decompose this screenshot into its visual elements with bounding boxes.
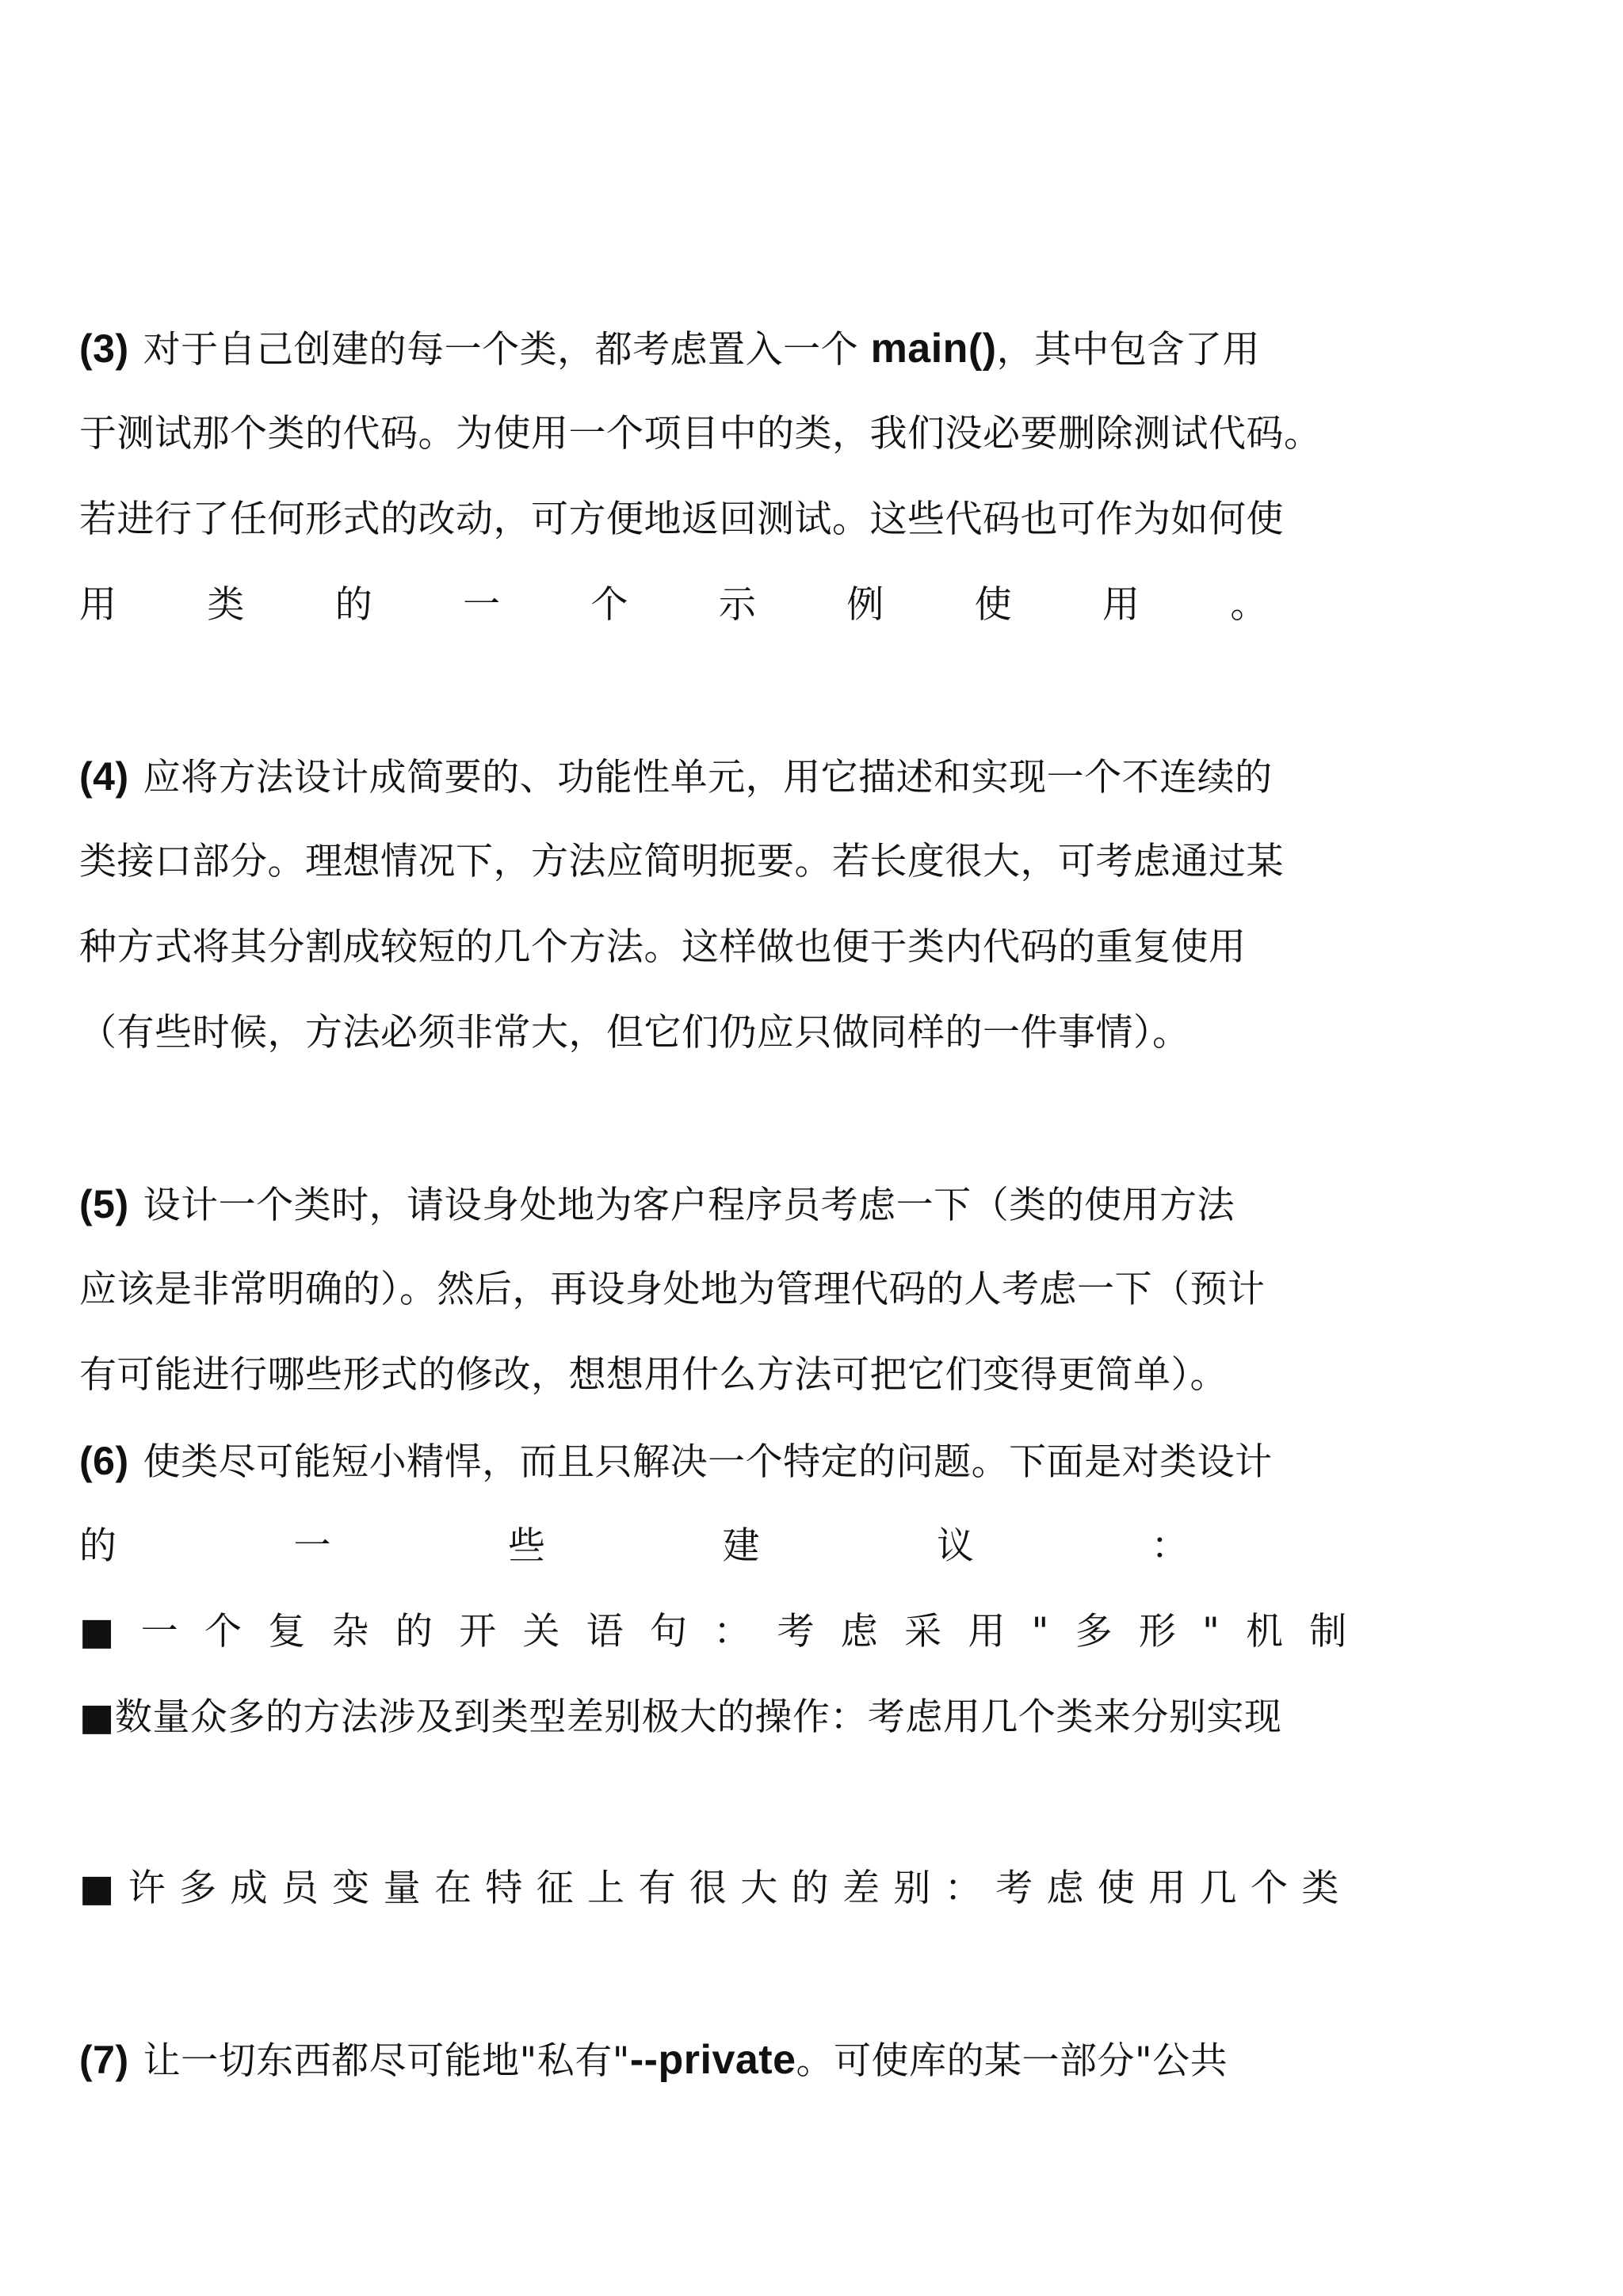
p6-b3-char: 考 bbox=[995, 1867, 1033, 1910]
p3-char: 一 bbox=[463, 583, 501, 627]
p5-number: (5) bbox=[79, 1182, 129, 1226]
p7-number: (7) bbox=[79, 2038, 129, 2082]
p3-line-3: 若进行了任何形式的改动，可方便地返回测试。这些代码也可作为如何使 bbox=[79, 498, 1284, 541]
p6-b1-char: 的 bbox=[395, 1610, 433, 1653]
p3-code-main: main() bbox=[870, 326, 997, 372]
p6-b3-char: 类 bbox=[1301, 1867, 1339, 1910]
p3-char: 示 bbox=[718, 583, 757, 627]
p3-line-1 bbox=[79, 325, 1387, 372]
p6-char: 建 bbox=[722, 1524, 760, 1568]
p6-b3-char: 员 bbox=[281, 1867, 319, 1910]
p6-b3-char: 量 bbox=[383, 1867, 422, 1910]
p6-b3-char: 个 bbox=[1251, 1867, 1289, 1910]
p6-b1-char: 个 bbox=[204, 1610, 242, 1653]
p6-b1-char: 多 bbox=[1075, 1610, 1113, 1653]
p4-line-4: （有些时候，方法必须非常大，但它们仍应只做同样的一件事情）。 bbox=[79, 1011, 1190, 1055]
p6-b3-char: ： bbox=[944, 1867, 983, 1910]
p6-b1-char: 复 bbox=[268, 1610, 306, 1653]
p6-b3-char: 许 bbox=[128, 1867, 166, 1910]
p7-text-1b: 。可使库的某一部分"公共 bbox=[796, 2039, 1228, 2083]
p6-b1-char: 考 bbox=[777, 1610, 815, 1653]
p5-line-1 bbox=[79, 1180, 1387, 1228]
p3-char: 使 bbox=[974, 583, 1013, 627]
p3-char: 例 bbox=[846, 583, 884, 627]
p6-number: (6) bbox=[79, 1439, 129, 1483]
p4-line-1 bbox=[79, 753, 1387, 800]
p6-b3-char: 有 bbox=[638, 1867, 677, 1910]
p6-b1-char: 机 bbox=[1246, 1610, 1284, 1653]
p6-b3-char: 很 bbox=[689, 1867, 727, 1910]
p6-line-1 bbox=[79, 1437, 1387, 1485]
p6-b1-char: 一 bbox=[140, 1610, 179, 1653]
p6-b3-char: 几 bbox=[1199, 1867, 1238, 1910]
p6-b3-char: 使 bbox=[1097, 1867, 1136, 1910]
p6-b1-char: 语 bbox=[586, 1610, 624, 1653]
p6-b3-char: 别 bbox=[893, 1867, 931, 1910]
p6-b1-char: ： bbox=[713, 1610, 751, 1653]
p6-b3-char: 大 bbox=[740, 1867, 778, 1910]
p3-line-2: 于测试那个类的代码。为使用一个项目中的类，我们没必要删除测试代码。 bbox=[79, 412, 1322, 456]
bullet-icon: ■ bbox=[79, 1610, 115, 1653]
bullet-icon: ■ bbox=[79, 1867, 115, 1910]
p7-code-private: --private bbox=[629, 2037, 796, 2083]
p3-line-4 bbox=[79, 582, 1268, 629]
p6-b3-char: 用 bbox=[1148, 1867, 1186, 1910]
p6-b1-char: " bbox=[1202, 1610, 1220, 1653]
p3-char: 用 bbox=[1102, 583, 1140, 627]
p6-line-2 bbox=[79, 1523, 1189, 1570]
p6-b3-char: 在 bbox=[434, 1867, 472, 1910]
p6-char: 议 bbox=[937, 1524, 975, 1568]
p6-b3-char: 差 bbox=[842, 1867, 880, 1910]
p6-bullet-1 bbox=[79, 1608, 1347, 1656]
p6-b1-char: 采 bbox=[904, 1610, 942, 1653]
p3-char: 用 bbox=[79, 583, 117, 627]
p4-number: (4) bbox=[79, 754, 129, 799]
p6-b1-char: " bbox=[1031, 1610, 1049, 1653]
p7-line-1 bbox=[79, 2036, 1387, 2084]
p6-b1-char: 杂 bbox=[331, 1610, 370, 1653]
p4-text-1: 应将方法设计成简要的、功能性单元，用它描述和实现一个不连续的 bbox=[143, 756, 1273, 799]
p3-char: 的 bbox=[334, 583, 373, 627]
p6-b1-char: 关 bbox=[522, 1610, 560, 1653]
p6-b1-char: 形 bbox=[1138, 1610, 1177, 1653]
p6-b1-char: 用 bbox=[968, 1610, 1006, 1653]
p6-b3-char: 虑 bbox=[1046, 1867, 1085, 1910]
p6-text-1: 使类尽可能短小精悍，而且只解决一个特定的问题。下面是对类设计 bbox=[143, 1440, 1273, 1484]
p3-char: 类 bbox=[207, 583, 245, 627]
p6-b3-char: 特 bbox=[485, 1867, 523, 1910]
p6-b3-char: 变 bbox=[332, 1867, 370, 1910]
p7-text-1a: 让一切东西都尽可能地"私有" bbox=[143, 2039, 630, 2083]
p6-b3-char: 成 bbox=[230, 1867, 269, 1910]
p6-bullet-2: ■数量众多的方法涉及到类型差别极大的操作：考虑用几个类来分别实现 bbox=[79, 1695, 1282, 1739]
p6-b3-char: 征 bbox=[536, 1867, 575, 1910]
p6-b3-char: 上 bbox=[587, 1867, 625, 1910]
p4-line-2: 类接口部分。理想情况下，方法应简明扼要。若长度很大，可考虑通过某 bbox=[79, 840, 1284, 883]
p6-bullet-3 bbox=[79, 1865, 1339, 1913]
p3-char: 。 bbox=[1230, 583, 1268, 627]
p6-b3-char: 的 bbox=[791, 1867, 830, 1910]
p5-text-1: 设计一个类时，请设身处地为客户程序员考虑一下（类的使用方法 bbox=[143, 1184, 1235, 1227]
p6-char: 的 bbox=[79, 1524, 117, 1568]
p6-char: ： bbox=[1151, 1524, 1189, 1568]
p5-line-2: 应该是非常明确的）。然后，再设身处地为管理代码的人考虑一下（预计 bbox=[79, 1268, 1266, 1311]
p3-char: 个 bbox=[590, 583, 628, 627]
p3-text-1a: 对于自己创建的每一个类，都考虑置入一个 bbox=[143, 328, 871, 372]
p6-b1-char: 虑 bbox=[840, 1610, 879, 1653]
p6-char: 一 bbox=[293, 1524, 331, 1568]
p6-b1-char: 开 bbox=[459, 1610, 497, 1653]
p3-text-1b: ，其中包含了用 bbox=[996, 328, 1261, 372]
p6-char: 些 bbox=[508, 1524, 546, 1568]
p6-b1-char: 句 bbox=[649, 1610, 688, 1653]
p5-line-3: 有可能进行哪些形式的修改，想想用什么方法可把它们变得更简单）。 bbox=[79, 1353, 1228, 1397]
p4-line-3: 种方式将其分割成较短的几个方法。这样做也便于类内代码的重复使用 bbox=[79, 925, 1247, 969]
p6-b3-char: 多 bbox=[179, 1867, 217, 1910]
p6-b1-char: 制 bbox=[1309, 1610, 1347, 1653]
p3-number: (3) bbox=[79, 326, 129, 371]
